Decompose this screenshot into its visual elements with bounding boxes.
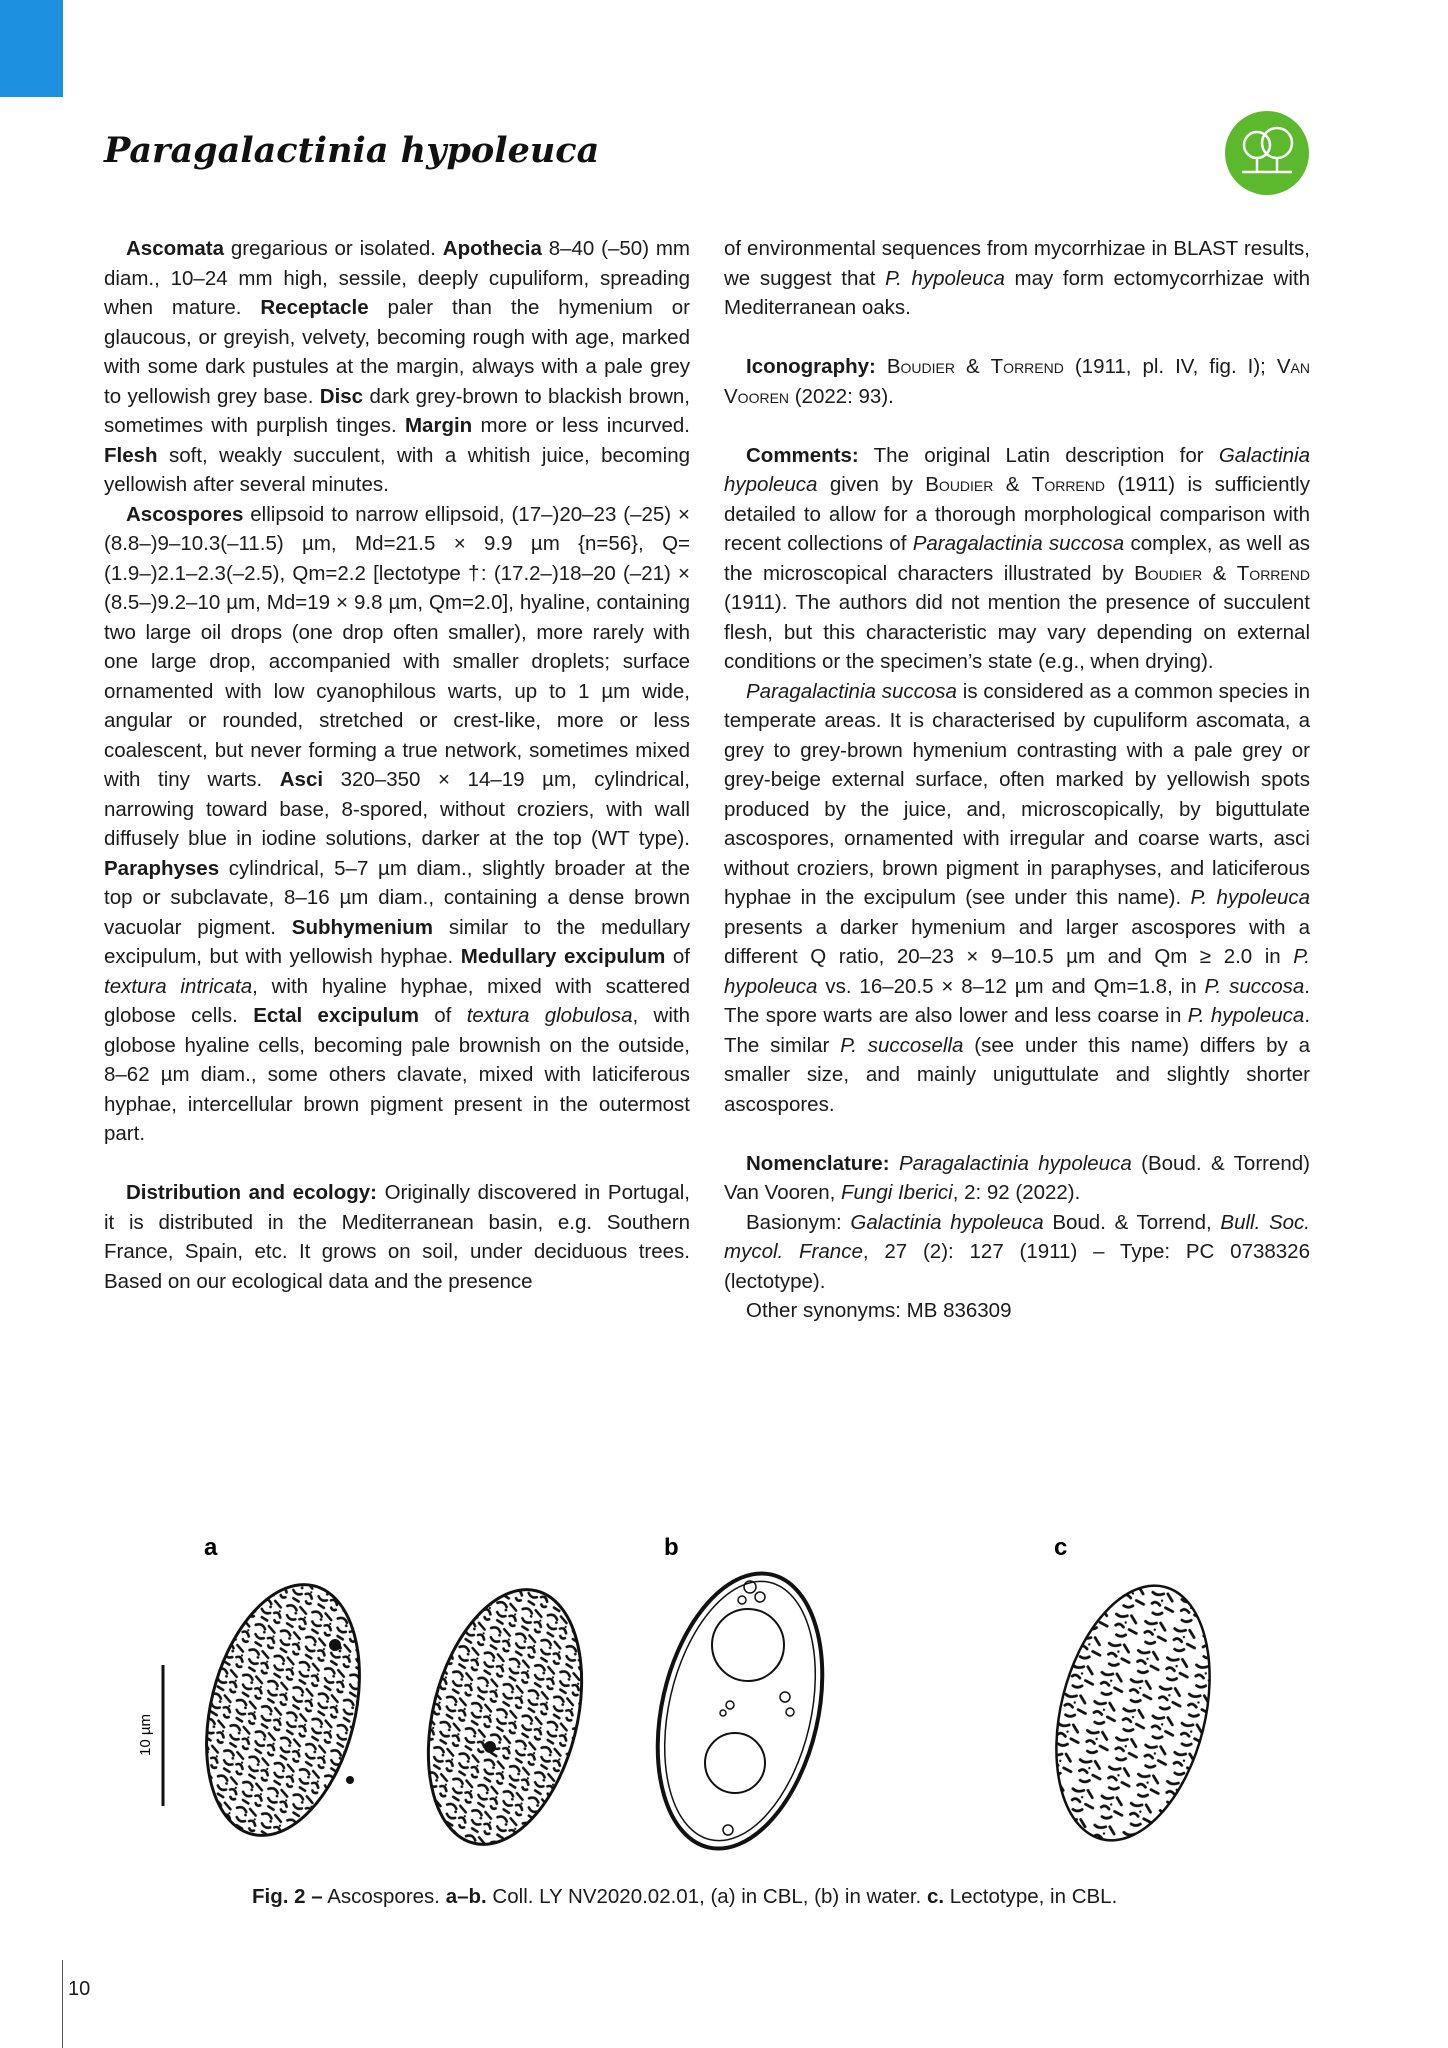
page-number: 10 [68, 1978, 91, 2000]
ascospore-figure [130, 1525, 1330, 1865]
color-tab [0, 0, 63, 97]
comments: Comments: The original Latin description for Galactinia hypoleuca given by Boudier & Torrend (1911) is sufficiently detailed to allow for a thorough morphological comparison with recent collections of Paragalactinia succosa complex, as well as the microscopical characters illustrated by Boudier & Torrend (1911). The authors did not mention the presence of succulent flesh, but this characteristic may vary depending on external conditions or the specimen’s state (e.g., when drying). [724, 443, 1310, 673]
tree-icon [1224, 110, 1310, 196]
figure-label-b: b [664, 1534, 679, 1561]
ascospore-a2 [404, 1573, 607, 1860]
comparison: Paragalactinia succosa is considered as a common species in temperate areas. It is characterised by cupuliform ascomata, a grey to grey-brown hymenium contrasting with a pale grey or grey-beige external surface, often marked by yellowish spots produced by the juice, and, microscopically, by biguttulate ascospores, ornamented with irregular and coarse warts, asci without croziers, brown pigment in paraphyses, and laticiferous hyphae in the excipulum (see under this name). P. hypoleuca presents a darker hymenium and larger ascospores with a different Q ratio, 20–23 × 9–10.5 µm and Qm ≥ 2.0 in P. hypoleuca vs. 16–20.5 × 8–12 µm and Qm=1.8, in P. succosa. The spore warts are also lower and less coarse in P. hypoleuca. The similar P. succosella (see under this name) differs by a smaller size, and mainly uniguttulate and slightly shorter ascospores. [724, 679, 1311, 1116]
description-ascospores: Ascospores ellipsoid to narrow ellipsoid, (17–)20–23 (–25) × (8.8–)9–10.3(–11.5) µm, Md=21.5 × 9.9 µm {n=56}, Q=(1.9–)2.1–2.3(–2.5), Qm=2.2 [lectotype †: (17.2–)18–20 (–21) × (8.5–)9.2–10 µm, Md=19 × 9.8 µm, Qm=2.0], hyaline, containing two large oil drops (one drop often smaller), more rarely with one large drop, accompanied with smaller droplets; surface ornamented with low cyanophilous warts, up to 1 µm wide, angular or rounded, stretched or crest-like, more or less coalescent, but never forming a true network, sometimes mixed with tiny warts. Asci 320–350 × 14–19 µm, cylindrical, narrowing toward base, 8-spored, without croziers, with wall diffusely blue in iodine solutions, darker at the top (WT type). Paraphyses cylindrical, 5–7 µm diam., slightly broader at the top or subclavate, 8–16 µm diam., containing a dense brown vacuolar pigment. Subhymenium similar to the medullary excipulum, but with yellowish hyphae. Medullary excipulum of textura intricata, with hyaline hyphae, mixed with scattered globose cells. Ectal excipulum of textura globulosa, with globose hyaline cells, becoming pale brownish on the outside, 8–62 µm diam., some others clavate, mixed with laticiferous hyphae, intercellular brown pigment present in the outermost part. [104, 502, 691, 1145]
ascospore-c [1032, 1569, 1235, 1856]
distribution-ecology: Distribution and ecology: Originally discovered in Portugal, it is distributed in the Mediterranean basin, e.g. Southern France, Spain, etc. It grows on soil, under deciduous trees. Based on our ecological data and the presence [104, 1181, 690, 1293]
synonyms: Other synonyms: MB 836309 [746, 1299, 1012, 1322]
page-margin-line [62, 1960, 63, 2048]
scale-label: 10 µm [137, 1714, 154, 1756]
iconography: Iconography: Boudier & Torrend (1911, pl. IV, fig. I); Van Vooren (2022: 93). [724, 355, 1310, 408]
ascospore-b [633, 1557, 848, 1865]
page-title: Paragalactinia hypoleuca [104, 130, 600, 171]
distribution-continued: of environmental sequences from mycorrhizae in BLAST results, we suggest that P. hypoleuca may form ectomycorrhizae with Mediterranean oaks. [724, 237, 1311, 319]
description-ascomata: Ascomata gregarious or isolated. Apothecia 8–40 (–50) mm diam., 10–24 mm high, sessile, deeply cupuliform, spreading when mature. Receptacle paler than the hymenium or glaucous, or greyish, velvety, becoming rough with age, marked with some dark pustules at the margin, always with a pale grey to yellowish grey base. Disc dark grey-brown to blackish brown, sometimes with purplish tinges. Margin more or less incurved. Flesh soft, weakly succulent, with a whitish juice, becoming yellowish after several minutes. [104, 237, 691, 496]
figure-label-a: a [204, 1534, 218, 1561]
basionym: Basionym: Galactinia hypoleuca Boud. & Torrend, Bull. Soc. mycol. France, 27 (2): 127 (1911) – Type: PC 0738326 (lectotype). [724, 1210, 1310, 1293]
figure-caption: Fig. 2 – Ascospores. a–b. Coll. LY NV2020.02.01, (a) in CBL, (b) in water. c. Lectotype, in CBL. [252, 1885, 1118, 1908]
left-column [104, 234, 690, 1296]
nomenclature: Nomenclature: Paragalactinia hypoleuca (Boud. & Torrend) Van Vooren, Fungi Iberici, 2: 92 (2022). [724, 1151, 1311, 1204]
ascospore-a1 [182, 1568, 384, 1851]
figure-label-c: c [1054, 1534, 1068, 1561]
right-column [724, 234, 1310, 1326]
